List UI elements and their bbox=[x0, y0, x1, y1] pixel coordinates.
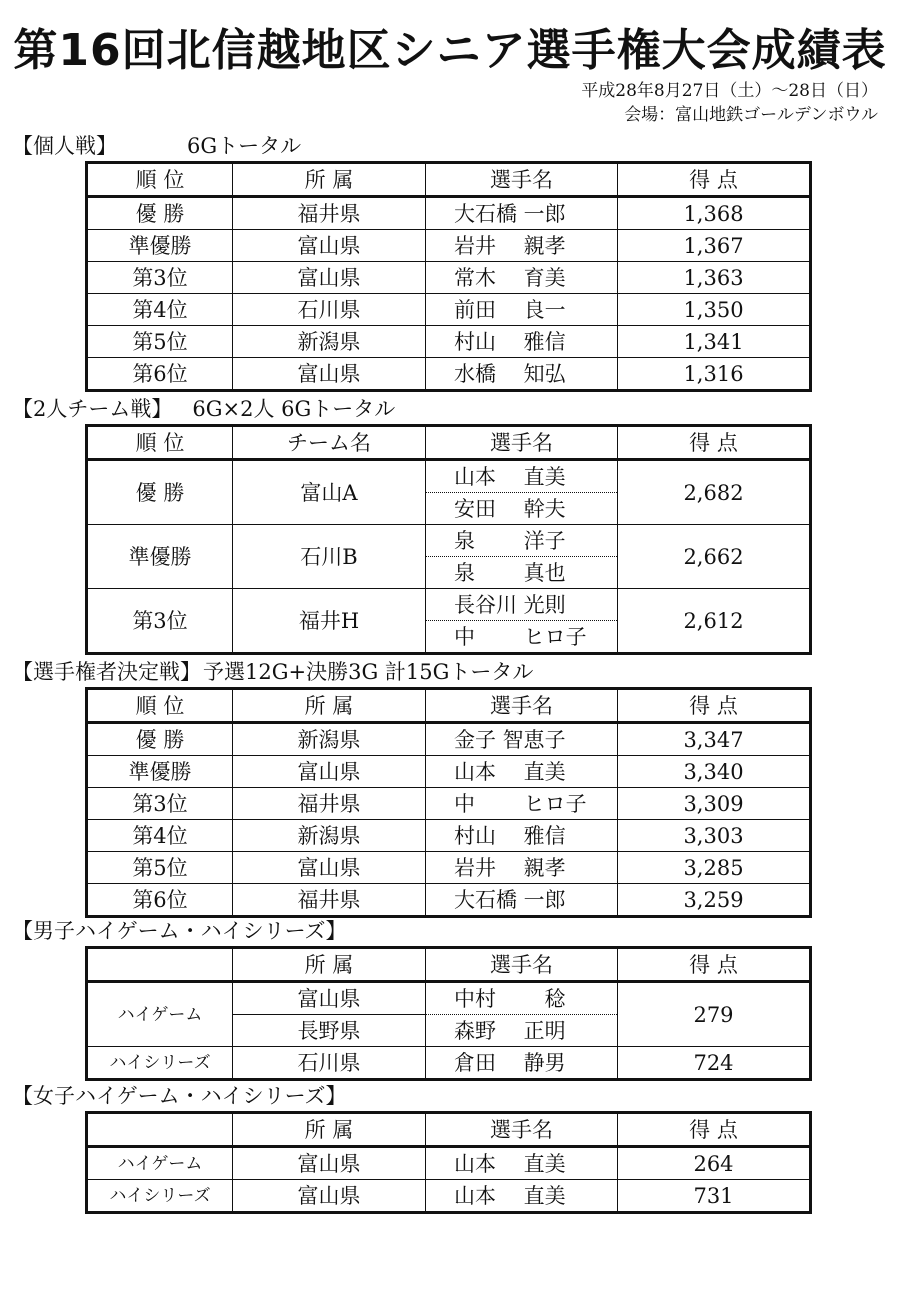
header-score: 得 点 bbox=[618, 689, 811, 723]
score-cell: 731 bbox=[618, 1180, 811, 1213]
table-row bbox=[87, 982, 811, 1015]
table-row bbox=[87, 756, 811, 788]
team-cell: 富山県 bbox=[233, 358, 426, 391]
header-team: 所 属 bbox=[233, 948, 426, 982]
player-cell: 村山 雅信 bbox=[426, 326, 618, 358]
category-cell: ハイシリーズ bbox=[87, 1047, 233, 1080]
section-championship-heading bbox=[12, 656, 533, 686]
player-cell: 常木 育美 bbox=[426, 262, 618, 294]
section-label: 【個人戦】 bbox=[12, 134, 117, 158]
rank-cell: 第3位 bbox=[87, 589, 233, 654]
score-cell: 1,341 bbox=[618, 326, 811, 358]
header-rank: 順 位 bbox=[87, 689, 233, 723]
individual-table bbox=[85, 161, 812, 392]
section-individual-heading bbox=[12, 130, 301, 160]
team-cell: 新潟県 bbox=[233, 820, 426, 852]
player-cell: 長谷川 光則 bbox=[426, 589, 618, 621]
rank-cell: 第6位 bbox=[87, 358, 233, 391]
table-row bbox=[87, 230, 811, 262]
table-row bbox=[87, 197, 811, 230]
header-player: 選手名 bbox=[426, 426, 618, 460]
men-high-table bbox=[85, 946, 812, 1081]
table-row bbox=[87, 589, 811, 621]
header-team: チーム名 bbox=[233, 426, 426, 460]
player-cell: 安田 幹夫 bbox=[426, 493, 618, 525]
table-row bbox=[87, 358, 811, 391]
score-cell: 2,682 bbox=[618, 460, 811, 525]
header-blank bbox=[87, 1113, 233, 1147]
header-score: 得 点 bbox=[618, 426, 811, 460]
player-cell: 中村 稔 bbox=[426, 982, 618, 1015]
player-cell: 岩井 親孝 bbox=[426, 230, 618, 262]
team-cell: 富山県 bbox=[233, 262, 426, 294]
category-cell: ハイゲーム bbox=[87, 1147, 233, 1180]
table-row bbox=[87, 262, 811, 294]
table-row bbox=[87, 788, 811, 820]
player-cell: 中 ヒロ子 bbox=[426, 621, 618, 654]
score-cell: 2,612 bbox=[618, 589, 811, 654]
section-sub: 6Gトータル bbox=[187, 134, 302, 158]
score-cell: 279 bbox=[618, 982, 811, 1047]
table-row bbox=[87, 1180, 811, 1213]
table-header-row bbox=[87, 163, 811, 197]
header-rank: 順 位 bbox=[87, 426, 233, 460]
table-row bbox=[87, 884, 811, 917]
player-cell: 大石橋 一郎 bbox=[426, 884, 618, 917]
section-sub: 予選12G+決勝3G 計15Gトータル bbox=[203, 660, 534, 684]
header-score: 得 点 bbox=[618, 1113, 811, 1147]
player-cell: 中 ヒロ子 bbox=[426, 788, 618, 820]
player-cell: 水橋 知弘 bbox=[426, 358, 618, 391]
player-cell: 岩井 親孝 bbox=[426, 852, 618, 884]
score-cell: 1,316 bbox=[618, 358, 811, 391]
score-cell: 3,340 bbox=[618, 756, 811, 788]
team-cell: 富山県 bbox=[233, 1147, 426, 1180]
table-row bbox=[87, 1147, 811, 1180]
team-cell: 新潟県 bbox=[233, 326, 426, 358]
header-team: 所 属 bbox=[233, 163, 426, 197]
header-team: 所 属 bbox=[233, 689, 426, 723]
table-header-row bbox=[87, 1113, 811, 1147]
header-player: 選手名 bbox=[426, 1113, 618, 1147]
table-row bbox=[87, 723, 811, 756]
rank-cell: 第5位 bbox=[87, 852, 233, 884]
header-player: 選手名 bbox=[426, 689, 618, 723]
section-men-high-heading: 【男子ハイゲーム・ハイシリーズ】 bbox=[12, 919, 347, 943]
rank-cell: 優 勝 bbox=[87, 197, 233, 230]
team-cell: 富山県 bbox=[233, 982, 426, 1015]
event-venue: 会場：富山地鉄ゴールデンボウル bbox=[624, 105, 878, 125]
page-title: 第16回北信越地区シニア選手権大会成績表 bbox=[13, 25, 887, 76]
header-score: 得 点 bbox=[618, 163, 811, 197]
team-cell: 石川県 bbox=[233, 1047, 426, 1080]
player-cell: 金子 智恵子 bbox=[426, 723, 618, 756]
score-cell: 1,367 bbox=[618, 230, 811, 262]
rank-cell: 優 勝 bbox=[87, 723, 233, 756]
team-cell: 福井県 bbox=[233, 884, 426, 917]
rank-cell: 準優勝 bbox=[87, 525, 233, 589]
team-cell: 富山県 bbox=[233, 852, 426, 884]
rank-cell: 第4位 bbox=[87, 820, 233, 852]
score-cell: 3,347 bbox=[618, 723, 811, 756]
category-cell: ハイゲーム bbox=[87, 982, 233, 1047]
player-cell: 森野 正明 bbox=[426, 1015, 618, 1047]
rank-cell: 第4位 bbox=[87, 294, 233, 326]
team-cell: 石川県 bbox=[233, 294, 426, 326]
player-cell: 山本 直美 bbox=[426, 460, 618, 493]
player-cell: 村山 雅信 bbox=[426, 820, 618, 852]
score-cell: 1,363 bbox=[618, 262, 811, 294]
team-cell: 福井県 bbox=[233, 197, 426, 230]
table-row bbox=[87, 294, 811, 326]
category-cell: ハイシリーズ bbox=[87, 1180, 233, 1213]
score-cell: 724 bbox=[618, 1047, 811, 1080]
player-cell: 山本 直美 bbox=[426, 1147, 618, 1180]
table-header-row bbox=[87, 948, 811, 982]
section-label: 【2人チーム戦】 bbox=[12, 397, 173, 421]
score-cell: 2,662 bbox=[618, 525, 811, 589]
header-score: 得 点 bbox=[618, 948, 811, 982]
event-date: 平成28年8月27日（土）～28日（日） bbox=[581, 81, 878, 101]
section-doubles-heading bbox=[12, 393, 395, 423]
header-player: 選手名 bbox=[426, 948, 618, 982]
championship-table bbox=[85, 687, 812, 918]
player-cell: 泉 洋子 bbox=[426, 525, 618, 557]
team-cell: 福井H bbox=[233, 589, 426, 654]
table-row bbox=[87, 460, 811, 493]
header-player: 選手名 bbox=[426, 163, 618, 197]
header-team: 所 属 bbox=[233, 1113, 426, 1147]
section-women-high-heading: 【女子ハイゲーム・ハイシリーズ】 bbox=[12, 1084, 347, 1108]
rank-cell: 第6位 bbox=[87, 884, 233, 917]
team-cell: 富山県 bbox=[233, 756, 426, 788]
table-row bbox=[87, 852, 811, 884]
team-cell: 富山県 bbox=[233, 230, 426, 262]
score-cell: 264 bbox=[618, 1147, 811, 1180]
women-high-table bbox=[85, 1111, 812, 1214]
rank-cell: 第3位 bbox=[87, 788, 233, 820]
player-cell: 泉 真也 bbox=[426, 557, 618, 589]
player-cell: 山本 直美 bbox=[426, 756, 618, 788]
team-cell: 富山県 bbox=[233, 1180, 426, 1213]
team-cell: 石川B bbox=[233, 525, 426, 589]
score-cell: 1,368 bbox=[618, 197, 811, 230]
doubles-table bbox=[85, 424, 812, 655]
score-cell: 3,309 bbox=[618, 788, 811, 820]
rank-cell: 優 勝 bbox=[87, 460, 233, 525]
section-label: 【選手権者決定戦】 bbox=[12, 660, 201, 684]
rank-cell: 準優勝 bbox=[87, 756, 233, 788]
rank-cell: 準優勝 bbox=[87, 230, 233, 262]
player-cell: 倉田 静男 bbox=[426, 1047, 618, 1080]
rank-cell: 第5位 bbox=[87, 326, 233, 358]
header-blank bbox=[87, 948, 233, 982]
rank-cell: 第3位 bbox=[87, 262, 233, 294]
score-cell: 3,303 bbox=[618, 820, 811, 852]
table-row bbox=[87, 820, 811, 852]
score-cell: 3,285 bbox=[618, 852, 811, 884]
team-cell: 長野県 bbox=[233, 1015, 426, 1047]
team-cell: 新潟県 bbox=[233, 723, 426, 756]
section-sub: 6G×2人 6Gトータル bbox=[192, 397, 396, 421]
player-cell: 前田 良一 bbox=[426, 294, 618, 326]
player-cell: 山本 直美 bbox=[426, 1180, 618, 1213]
score-cell: 3,259 bbox=[618, 884, 811, 917]
team-cell: 富山A bbox=[233, 460, 426, 525]
table-header-row bbox=[87, 426, 811, 460]
player-cell: 大石橋 一郎 bbox=[426, 197, 618, 230]
team-cell: 福井県 bbox=[233, 788, 426, 820]
table-row bbox=[87, 1047, 811, 1080]
header-rank: 順 位 bbox=[87, 163, 233, 197]
table-header-row bbox=[87, 689, 811, 723]
score-cell: 1,350 bbox=[618, 294, 811, 326]
table-row bbox=[87, 326, 811, 358]
table-row bbox=[87, 525, 811, 557]
